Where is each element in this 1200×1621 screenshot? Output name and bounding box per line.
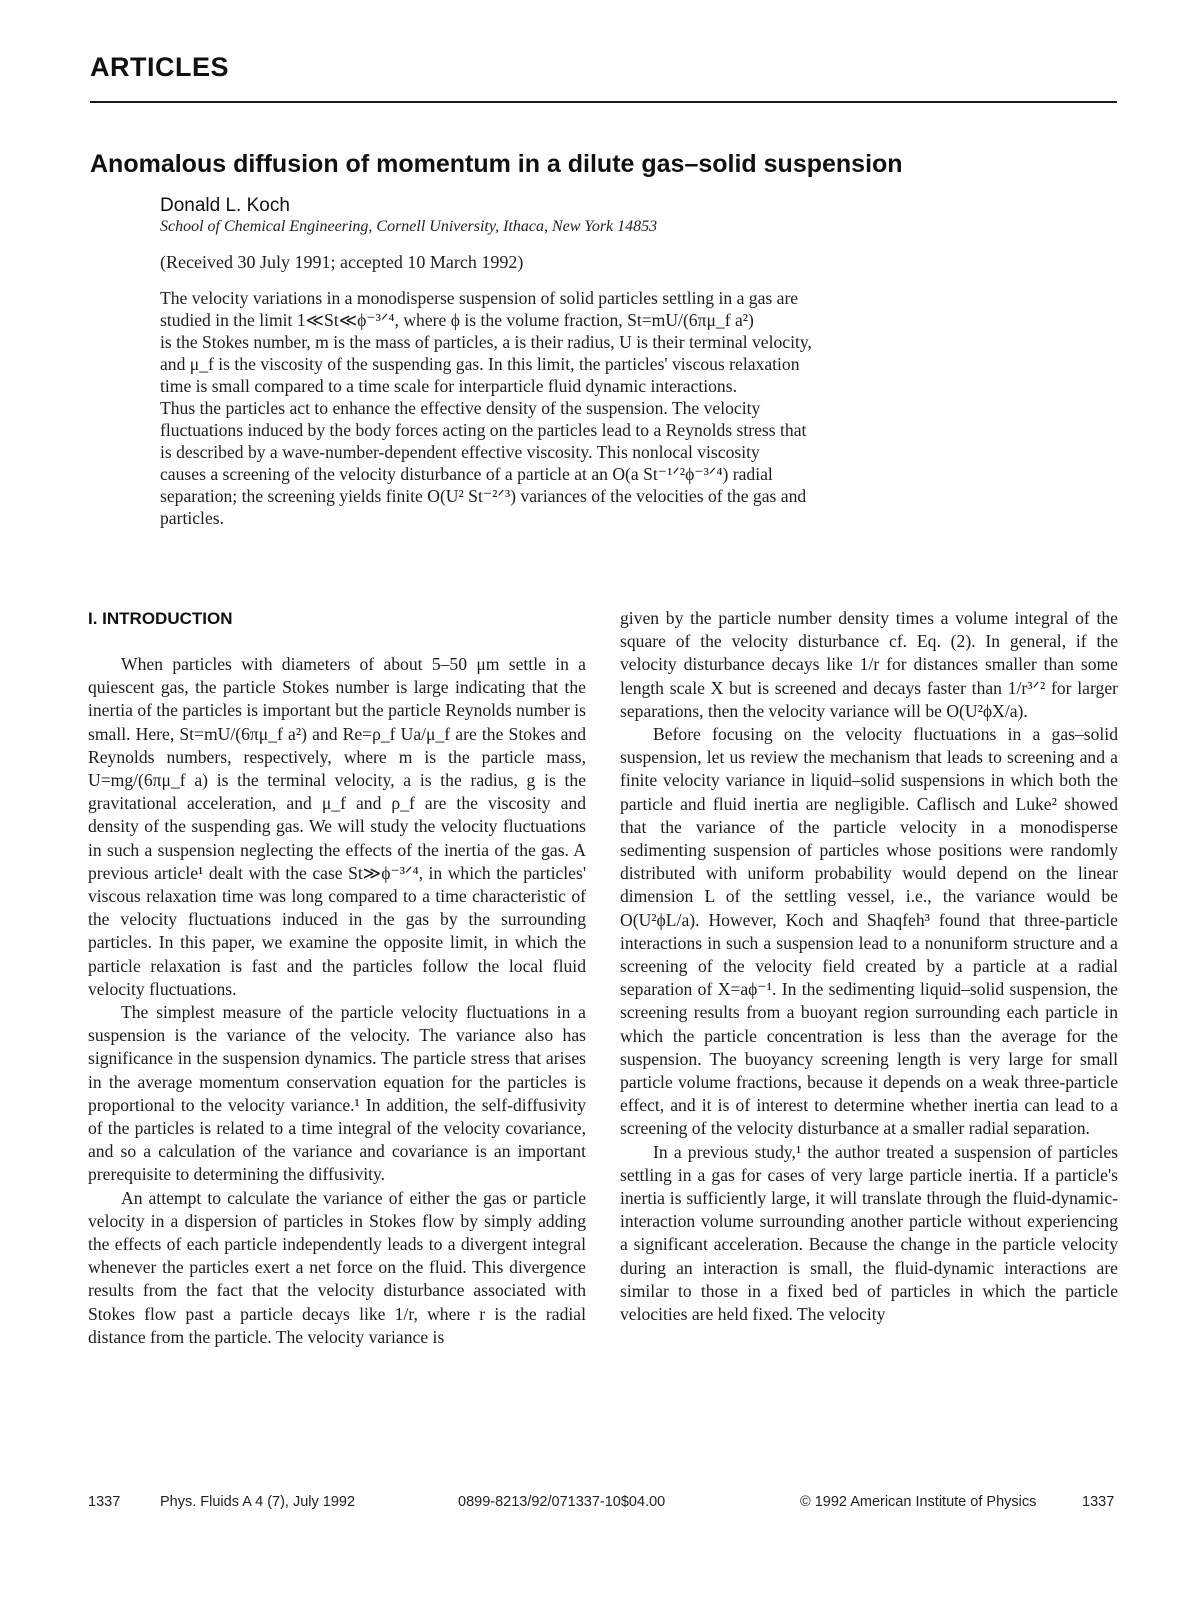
abstract-line: Thus the particles act to enhance the effective density of the suspension. The velocity: [160, 398, 761, 418]
footer-page-number-right: 1337: [1082, 1494, 1115, 1510]
abstract-line: separation; the screening yields finite O(U² St⁻²ᐟ³) variances of the velocities of the gas and: [160, 486, 807, 506]
abstract-line: is described by a wave-number-dependent effective viscosity. This nonlocal viscosity: [160, 442, 760, 462]
body-paragraph: When particles with diameters of about 5–50 μm settle in a quiescent gas, the particle Stokes number is large indicating that the inertia of the particles is important but the particle Reynolds number is small. Here, St=mU/(6πμ_f a²) and Re=ρ_f Ua/μ_f are the Stokes and Reynolds numbers, respectively, where m is the particle mass, U=mg/(6πμ_f a) is the terminal velocity, a is the radius, g is the gravitational acceleration, and μ_f and ρ_f are the viscosity and density of the suspending gas. We will study the velocity fluctuations in such a suspension neglecting the effects of the inertia of the gas. A previous article¹ dealt with the case St≫ϕ⁻³ᐟ⁴, in which the particles' viscous relaxation time was long compared to a time characteristic of the velocity fluctuations induced in the gas by the surrounding particles. In this paper, we examine the opposite limit, in which the particle relaxation is fast and the particles follow the local fluid velocity fluctuations.: [88, 654, 586, 999]
footer-copyright: © 1992 American Institute of Physics: [800, 1494, 1037, 1510]
introduction-heading: I. INTRODUCTION: [88, 609, 233, 628]
received-dates: (Received 30 July 1991; accepted 10 March 1992): [160, 252, 524, 272]
abstract-line: causes a screening of the velocity disturbance of a particle at an O(a St⁻¹ᐟ²ϕ⁻³ᐟ⁴) radial: [160, 464, 773, 484]
abstract-line: particles.: [160, 508, 224, 528]
author-name: Donald L. Koch: [160, 195, 290, 216]
footer-page-number-left: 1337: [88, 1494, 121, 1510]
header-rule: [90, 101, 1117, 103]
abstract-line: is the Stokes number, m is the mass of particles, a is their radius, U is their terminal velocity,: [160, 332, 812, 352]
section-heading: ARTICLES: [90, 52, 229, 82]
abstract-line: time is small compared to a time scale for interparticle fluid dynamic interactions.: [160, 376, 737, 396]
body-paragraph: given by the particle number density times a volume integral of the square of the velocity disturbance cf. Eq. (2). In general, if the velocity disturbance decays like 1/r for distances smaller than some length scale X but is screened and decays faster than 1/r³ᐟ² for larger separations, then the velocity variance will be O(U²ϕX/a).: [620, 608, 1118, 721]
abstract: [160, 287, 960, 529]
author-affiliation: School of Chemical Engineering, Cornell University, Ithaca, New York 14853: [160, 218, 658, 235]
left-column: [88, 607, 586, 1349]
body-paragraph: Before focusing on the velocity fluctuations in a gas–solid suspension, let us review the mechanism that leads to screening and a finite velocity variance in liquid–solid suspensions in which both the particle and fluid inertia are negligible. Caflisch and Luke² showed that the variance of the particle velocity in a monodisperse sedimenting suspension of particles whose positions were randomly distributed with uniform probability would depend on the linear dimension L of the settling vessel, i.e., the variance would be O(U²ϕL/a). However, Koch and Shaqfeh³ found that three-particle interactions in such a suspension lead to a nonuniform structure and a screening of the velocity field created by a particle at a radial separation of X=aϕ⁻¹. In the sedimenting liquid–solid suspension, the screening results from a buoyant region surrounding each particle in which the particle concentration is less than the average for the suspension. The buoyancy screening length is very large for small particle volume fractions, because it depends on a weak three-particle effect, and it is of interest to determine whether inertia can lead to a screening of the velocity disturbance at a smaller radial separation.: [620, 724, 1118, 1139]
abstract-line: and μ_f is the viscosity of the suspending gas. In this limit, the particles' viscous relaxation: [160, 354, 800, 374]
body-paragraph: The simplest measure of the particle velocity fluctuations in a suspension is the variance of the velocity. The variance also has significance in the suspension dynamics. The particle stress that arises in the average momentum conservation equation for the particles is proportional to the velocity variance.¹ In addition, the self-diffusivity of the particles is related to a time integral of the velocity covariance, and so a calculation of the variance and covariance is an important prerequisite to determining the diffusivity.: [88, 1002, 586, 1185]
abstract-line: studied in the limit 1≪St≪ϕ⁻³ᐟ⁴, where ϕ is the volume fraction, St=mU/(6πμ_f a²): [160, 310, 754, 330]
right-column: [620, 607, 1118, 1326]
body-paragraph: In a previous study,¹ the author treated a suspension of particles settling in a gas for cases of very large particle inertia. If a particle's inertia is sufficiently large, it will translate through the fluid-dynamic-interaction volume surrounding another particle without experiencing a significant acceleration. Because the change in the particle velocity during an interaction is small, the fluid-dynamic interactions are similar to those in a fixed bed of particles in which the particle velocities are held fixed. The velocity: [620, 1141, 1118, 1325]
footer-code: 0899-8213/92/071337-10$04.00: [458, 1494, 666, 1510]
abstract-line: The velocity variations in a monodisperse suspension of solid particles settling in a gas are: [160, 288, 799, 308]
abstract-line: fluctuations induced by the body forces acting on the particles lead to a Reynolds stress that: [160, 420, 807, 440]
article-title: Anomalous diffusion of momentum in a dilute gas–solid suspension: [90, 150, 903, 178]
footer-journal: Phys. Fluids A 4 (7), July 1992: [160, 1494, 356, 1510]
body-paragraph: An attempt to calculate the variance of either the gas or particle velocity in a dispersion of particles in Stokes flow by simply adding the effects of each particle independently leads to a divergent integral whenever the particles exert a net force on the fluid. This divergence results from the fact that the velocity disturbance associated with Stokes flow past a particle decays like 1/r, where r is the radial distance from the particle. The velocity variance is: [88, 1187, 586, 1347]
